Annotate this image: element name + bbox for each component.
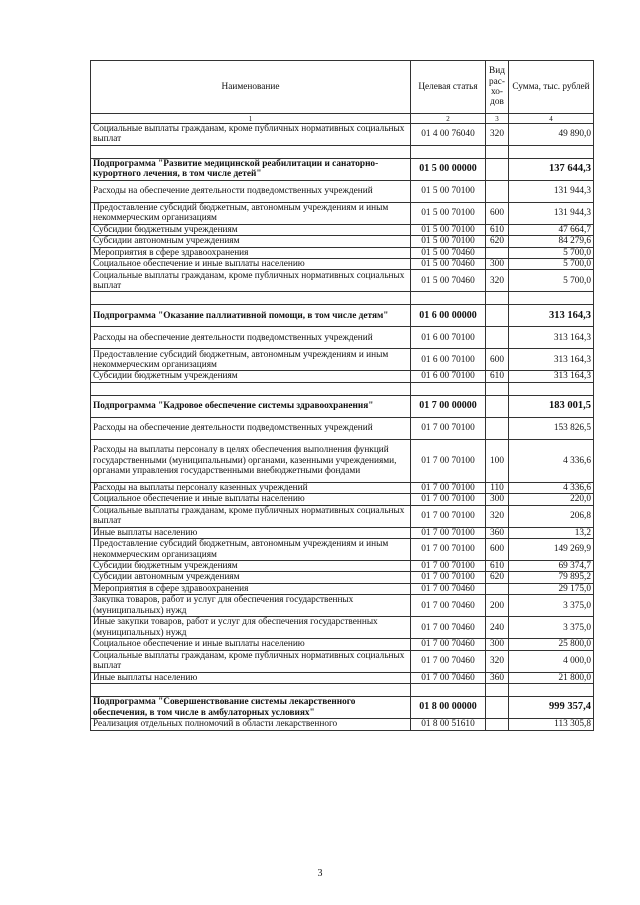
cell-expense-type: 600 <box>486 349 509 371</box>
cell-article: 01 5 00 70100 <box>411 224 486 235</box>
cell-amount: 5 700,0 <box>509 259 594 270</box>
cell-name: Иные выплаты населению <box>91 672 411 683</box>
cell-article: 01 7 00 00000 <box>411 395 486 417</box>
header-name: Наименование <box>91 61 411 114</box>
column-number: 2 <box>411 114 486 124</box>
cell-article: 01 6 00 70100 <box>411 327 486 349</box>
cell-name: Подпрограмма "Оказание паллиативной помощи, в том числе детям" <box>91 305 411 327</box>
subprogram-row <box>91 305 594 327</box>
spacer-cell <box>486 292 509 305</box>
cell-name: Социальные выплаты гражданам, кроме публичных нормативных социальных выплат <box>91 505 411 527</box>
table-row <box>91 327 594 349</box>
cell-expense-type: 610 <box>486 224 509 235</box>
table-row <box>91 417 594 439</box>
cell-article: 01 5 00 70460 <box>411 247 486 258</box>
cell-expense-type <box>486 180 509 202</box>
table-row <box>91 505 594 527</box>
cell-amount: 13,2 <box>509 527 594 538</box>
table-row <box>91 236 594 247</box>
cell-amount: 313 164,3 <box>509 327 594 349</box>
cell-expense-type: 200 <box>486 595 509 617</box>
spacer-cell <box>486 145 509 158</box>
cell-article: 01 7 00 70460 <box>411 583 486 594</box>
cell-article: 01 5 00 70460 <box>411 270 486 292</box>
cell-expense-type <box>486 158 509 180</box>
cell-name: Расходы на обеспечение деятельности подведомственных учреждений <box>91 327 411 349</box>
spacer-cell <box>91 382 411 395</box>
cell-name: Предоставление субсидий бюджетным, автономным учреждениям и иным некоммерческим организациям <box>91 349 411 371</box>
cell-expense-type <box>486 697 509 719</box>
cell-amount: 999 357,4 <box>509 697 594 719</box>
table-row <box>91 247 594 258</box>
table-row <box>91 527 594 538</box>
cell-article: 01 7 00 70100 <box>411 572 486 583</box>
cell-amount: 3 375,0 <box>509 617 594 639</box>
column-number: 3 <box>486 114 509 124</box>
cell-name: Мероприятия в сфере здравоохранения <box>91 583 411 594</box>
cell-name: Подпрограмма "Совершенствование системы лекарственного обеспечения, в том числе в амбулаторных условиях" <box>91 697 411 719</box>
cell-amount: 3 375,0 <box>509 595 594 617</box>
table-row <box>91 494 594 505</box>
cell-amount: 49 890,0 <box>509 124 594 146</box>
cell-article: 01 7 00 70100 <box>411 494 486 505</box>
cell-article: 01 5 00 00000 <box>411 158 486 180</box>
header-expense-type: Вид рас-хо-дов <box>486 61 509 114</box>
spacer-cell <box>91 145 411 158</box>
spacer-cell <box>509 382 594 395</box>
cell-expense-type <box>486 247 509 258</box>
table-row <box>91 595 594 617</box>
cell-article: 01 7 00 70100 <box>411 527 486 538</box>
table-row <box>91 349 594 371</box>
budget-table-body <box>91 61 594 731</box>
cell-name: Закупка товаров, работ и услуг для обеспечения государственных (муниципальных) нужд <box>91 595 411 617</box>
cell-expense-type <box>486 395 509 417</box>
cell-expense-type: 240 <box>486 617 509 639</box>
budget-table <box>90 60 594 731</box>
cell-name: Субсидии автономным учреждениям <box>91 236 411 247</box>
table-row <box>91 180 594 202</box>
cell-article: 01 6 00 70100 <box>411 349 486 371</box>
table-row <box>91 583 594 594</box>
cell-expense-type: 320 <box>486 505 509 527</box>
cell-article: 01 7 00 70460 <box>411 650 486 672</box>
cell-amount: 84 279,6 <box>509 236 594 247</box>
cell-article: 01 5 00 70460 <box>411 259 486 270</box>
table-row <box>91 224 594 235</box>
cell-name: Подпрограмма "Развитие медицинской реабилитации и санаторно-курортного лечения, в том числе детей" <box>91 158 411 180</box>
cell-article: 01 5 00 70100 <box>411 236 486 247</box>
cell-article: 01 7 00 70100 <box>411 482 486 493</box>
cell-amount: 4 336,6 <box>509 482 594 493</box>
table-row <box>91 572 594 583</box>
subprogram-row <box>91 395 594 417</box>
cell-expense-type: 320 <box>486 270 509 292</box>
spacer-cell <box>509 684 594 697</box>
cell-name: Субсидии бюджетным учреждениям <box>91 561 411 572</box>
spacer-cell <box>411 145 486 158</box>
cell-expense-type: 300 <box>486 259 509 270</box>
cell-name: Социальное обеспечение и иные выплаты населению <box>91 639 411 650</box>
cell-expense-type: 320 <box>486 650 509 672</box>
cell-expense-type <box>486 719 509 730</box>
table-row <box>91 371 594 382</box>
cell-article: 01 6 00 00000 <box>411 305 486 327</box>
table-row <box>91 439 594 482</box>
cell-name: Подпрограмма "Кадровое обеспечение системы здравоохранения" <box>91 395 411 417</box>
cell-article: 01 5 00 70100 <box>411 180 486 202</box>
table-row <box>91 561 594 572</box>
table-row <box>91 539 594 561</box>
cell-amount: 153 826,5 <box>509 417 594 439</box>
cell-expense-type <box>486 583 509 594</box>
cell-name: Мероприятия в сфере здравоохранения <box>91 247 411 258</box>
column-number: 4 <box>509 114 594 124</box>
cell-name: Расходы на обеспечение деятельности подведомственных учреждений <box>91 180 411 202</box>
cell-article: 01 8 00 51610 <box>411 719 486 730</box>
cell-name: Предоставление субсидий бюджетным, автономным учреждениям и иным некоммерческим организациям <box>91 202 411 224</box>
cell-name: Социальные выплаты гражданам, кроме публичных нормативных социальных выплат <box>91 270 411 292</box>
cell-article: 01 5 00 70100 <box>411 202 486 224</box>
cell-amount: 4 336,6 <box>509 439 594 482</box>
cell-amount: 25 800,0 <box>509 639 594 650</box>
cell-expense-type: 620 <box>486 572 509 583</box>
cell-expense-type: 620 <box>486 236 509 247</box>
table-row <box>91 650 594 672</box>
cell-expense-type: 110 <box>486 482 509 493</box>
cell-name: Субсидии бюджетным учреждениям <box>91 371 411 382</box>
cell-expense-type: 600 <box>486 539 509 561</box>
table-row <box>91 617 594 639</box>
cell-amount: 220,0 <box>509 494 594 505</box>
spacer-cell <box>486 382 509 395</box>
cell-article: 01 7 00 70460 <box>411 672 486 683</box>
cell-name: Социальное обеспечение и иные выплаты населению <box>91 494 411 505</box>
column-number: 1 <box>91 114 411 124</box>
cell-amount: 313 164,3 <box>509 371 594 382</box>
spacer-cell <box>486 684 509 697</box>
cell-amount: 313 164,3 <box>509 349 594 371</box>
table-row <box>91 482 594 493</box>
table-row <box>91 270 594 292</box>
cell-amount: 131 944,3 <box>509 180 594 202</box>
header-article: Целевая статья <box>411 61 486 114</box>
header-amount: Сумма, тыс. рублей <box>509 61 594 114</box>
cell-expense-type: 360 <box>486 527 509 538</box>
cell-name: Социальные выплаты гражданам, кроме публичных нормативных социальных выплат <box>91 650 411 672</box>
spacer-cell <box>411 292 486 305</box>
cell-name: Предоставление субсидий бюджетным, автономным учреждениям и иным некоммерческим организациям <box>91 539 411 561</box>
cell-name: Расходы на выплаты персоналу казенных учреждений <box>91 482 411 493</box>
cell-expense-type: 320 <box>486 124 509 146</box>
cell-article: 01 8 00 00000 <box>411 697 486 719</box>
cell-name: Субсидии автономным учреждениям <box>91 572 411 583</box>
cell-expense-type: 300 <box>486 494 509 505</box>
spacer-cell <box>411 684 486 697</box>
table-row <box>91 672 594 683</box>
cell-expense-type: 300 <box>486 639 509 650</box>
cell-name: Социальные выплаты гражданам, кроме публичных нормативных социальных выплат <box>91 124 411 146</box>
cell-amount: 206,8 <box>509 505 594 527</box>
cell-article: 01 7 00 70460 <box>411 617 486 639</box>
table-row <box>91 259 594 270</box>
cell-article: 01 7 00 70100 <box>411 561 486 572</box>
cell-name: Реализация отдельных полномочий в области лекарственного <box>91 719 411 730</box>
cell-amount: 47 664,7 <box>509 224 594 235</box>
cell-name: Иные выплаты населению <box>91 527 411 538</box>
cell-expense-type <box>486 327 509 349</box>
cell-article: 01 7 00 70460 <box>411 639 486 650</box>
cell-article: 01 7 00 70100 <box>411 439 486 482</box>
cell-amount: 4 000,0 <box>509 650 594 672</box>
subprogram-row <box>91 158 594 180</box>
cell-article: 01 7 00 70100 <box>411 417 486 439</box>
column-number-row <box>91 114 594 124</box>
spacer-cell <box>91 684 411 697</box>
cell-amount: 79 895,2 <box>509 572 594 583</box>
cell-expense-type <box>486 305 509 327</box>
cell-expense-type: 100 <box>486 439 509 482</box>
cell-amount: 113 305,8 <box>509 719 594 730</box>
cell-amount: 5 700,0 <box>509 247 594 258</box>
spacer-cell <box>91 292 411 305</box>
spacer-row <box>91 382 594 395</box>
cell-article: 01 6 00 70100 <box>411 371 486 382</box>
cell-name: Расходы на выплаты персоналу в целях обеспечения выполнения функций государственными (муниципальными) органами, казенными учреждениями, органами управления государственными внебюджетными фондами <box>91 439 411 482</box>
spacer-row <box>91 145 594 158</box>
table-row <box>91 202 594 224</box>
cell-amount: 137 644,3 <box>509 158 594 180</box>
page-number: 3 <box>317 868 323 879</box>
spacer-row <box>91 292 594 305</box>
table-header-row <box>91 61 594 114</box>
cell-amount: 313 164,3 <box>509 305 594 327</box>
subprogram-row <box>91 697 594 719</box>
cell-name: Социальное обеспечение и иные выплаты населению <box>91 259 411 270</box>
cell-article: 01 7 00 70100 <box>411 539 486 561</box>
cell-article: 01 7 00 70100 <box>411 505 486 527</box>
cell-amount: 183 001,5 <box>509 395 594 417</box>
cell-amount: 149 269,9 <box>509 539 594 561</box>
cell-expense-type: 360 <box>486 672 509 683</box>
cell-article: 01 7 00 70460 <box>411 595 486 617</box>
cell-amount: 5 700,0 <box>509 270 594 292</box>
cell-article: 01 4 00 76040 <box>411 124 486 146</box>
cell-amount: 29 175,0 <box>509 583 594 594</box>
table-row <box>91 719 594 730</box>
spacer-row <box>91 684 594 697</box>
cell-expense-type: 600 <box>486 202 509 224</box>
table-row <box>91 124 594 146</box>
cell-amount: 131 944,3 <box>509 202 594 224</box>
spacer-cell <box>509 145 594 158</box>
spacer-cell <box>411 382 486 395</box>
cell-name: Иные закупки товаров, работ и услуг для обеспечения государственных (муниципальных) нужд <box>91 617 411 639</box>
cell-expense-type: 610 <box>486 371 509 382</box>
table-row <box>91 639 594 650</box>
spacer-cell <box>509 292 594 305</box>
cell-name: Расходы на обеспечение деятельности подведомственных учреждений <box>91 417 411 439</box>
cell-expense-type <box>486 417 509 439</box>
cell-amount: 21 800,0 <box>509 672 594 683</box>
cell-expense-type: 610 <box>486 561 509 572</box>
cell-name: Субсидии бюджетным учреждениям <box>91 224 411 235</box>
cell-amount: 69 374,7 <box>509 561 594 572</box>
